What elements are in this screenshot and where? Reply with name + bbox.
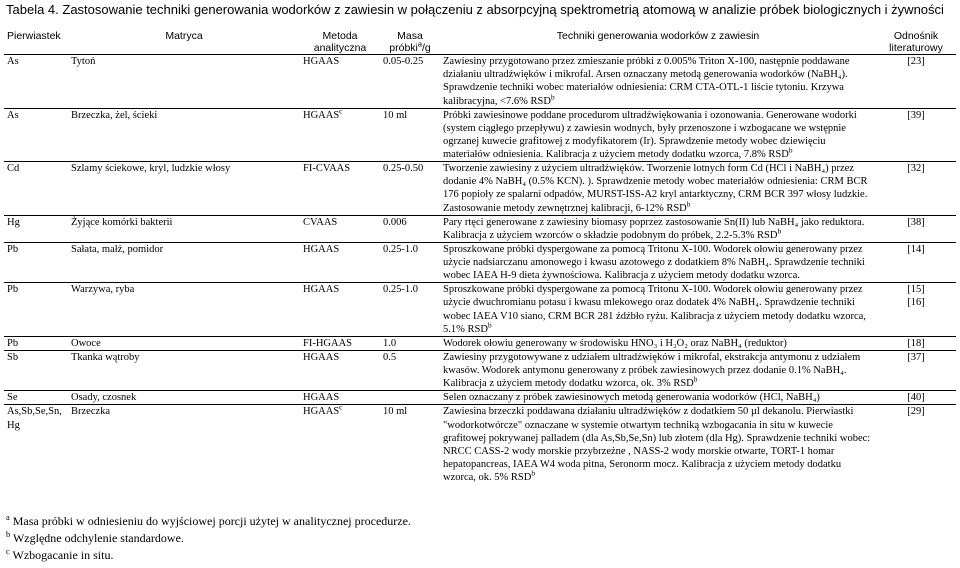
cell-description [440, 336, 876, 350]
cell-method [300, 108, 380, 162]
cell-method-text: CVAAS [303, 216, 338, 228]
cell-description [440, 108, 876, 162]
cell-matrix-text: Brzeczka, żel, ścieki [71, 109, 158, 121]
header-mass-unit: /g [421, 42, 431, 55]
cell-element-text: As [7, 56, 19, 68]
cell-reference [876, 215, 956, 242]
cell-method [300, 405, 380, 484]
cell-matrix [68, 242, 300, 282]
cell-description-text: Sproszkowane próbki dyspergowane za pomocą Tritonu X-100. Wodorek ołowiu generowany przez użycie nadsiarczanu amonowego i kwasu azotowego z dodatkiem 8% NaBH₄. Sprawdzenie techniki wobec IAEA H-9 dieta żywnościowa. Kalibracja z użyciem metody dodatku wzorca. [443, 243, 865, 282]
cell-reference-text: [23] [907, 56, 925, 68]
cell-description [440, 350, 876, 390]
footnote-c: $^c$ Wzbogacanie in situ. [6, 546, 114, 562]
header-method: Metoda analityczna [300, 30, 380, 55]
header-mass-line2: próbki [389, 42, 418, 55]
header-matrix: Matryca [68, 30, 300, 55]
cell-matrix [68, 336, 300, 350]
cell-description [440, 162, 876, 216]
cell-reference [876, 242, 956, 282]
cell-description-footnote-mark: b [693, 374, 698, 384]
cell-method-text: HGAAS [303, 243, 340, 255]
cell-method [300, 336, 380, 350]
cell-reference-text: [15] [16] [907, 284, 925, 309]
table-row [4, 162, 956, 216]
cell-mass-text: 10 ml [383, 109, 408, 121]
table-row [4, 283, 956, 337]
cell-mass-text: 1.0 [383, 337, 397, 349]
cell-reference [876, 108, 956, 162]
cell-reference-text: [29] [907, 406, 925, 418]
cell-element-text: Se [7, 392, 18, 404]
cell-method-text: HGAAS [303, 109, 340, 121]
cell-method [300, 350, 380, 390]
cell-description [440, 242, 876, 282]
cell-method [300, 162, 380, 216]
cell-matrix-text: Żyjące komórki bakterii [71, 216, 173, 228]
header-technique: Techniki generowania wodorków z zawiesin [440, 30, 876, 55]
cell-matrix [68, 283, 300, 337]
cell-element-text: As,Sb,Se,Sn, Hg [7, 406, 62, 431]
cell-mass [380, 215, 440, 242]
cell-method [300, 55, 380, 109]
cell-method-text: HGAAS [303, 284, 340, 296]
header-row [4, 30, 956, 55]
cell-method-text: HGAAS [303, 56, 340, 68]
cell-method [300, 283, 380, 337]
cell-element-text: Sb [7, 351, 19, 363]
cell-description-footnote-mark: b [550, 92, 555, 101]
cell-description [440, 55, 876, 109]
cell-description-text: Wodorek ołowiu generowany w środowisku HNO₃ i H₂O₂ oraz NaBH₄ (reduktor) [443, 337, 787, 349]
cell-method [300, 215, 380, 242]
cell-matrix [68, 350, 300, 390]
cell-description-text: Tworzenie zawiesiny z użyciem ultradźwięków. Tworzenie lotnych form Cd (HCl i NaBH₄) przez dodanie 4% NaBH₄ (0.5% KCN). ). Sprawdzenie metody wobec materiałów odniesienia: CRM BCR 176 popioły ze spalarni odpadów, MURST-ISS-A2 kryl antarktyczny, CRM BCR 397 włosy ludzkie. Zastosowanie metody zewnętrznej kalibracji, 6-12% RSD [443, 163, 868, 214]
cell-reference-text: [14] [907, 243, 925, 255]
cell-element-text: Hg [7, 216, 20, 228]
table-row [4, 350, 956, 390]
cell-mass [380, 242, 440, 282]
cell-element-text: Pb [7, 243, 19, 255]
cell-reference [876, 55, 956, 109]
cell-element [4, 350, 68, 390]
cell-reference [876, 405, 956, 484]
cell-matrix-text: Tytoń [71, 56, 96, 68]
cell-description-footnote-mark: b [487, 320, 492, 330]
cell-description-text: Selen oznaczany z próbek zawiesinowych metodą generowania wodorków (HCl, NaBH₄) [443, 392, 820, 404]
cell-description-footnote-mark: b [777, 226, 782, 236]
header-ref: Odnośnik literaturowy [876, 30, 956, 55]
cell-description-footnote-mark: b [788, 145, 793, 155]
cell-mass-text: 0.05-0.25 [383, 56, 424, 68]
cell-mass [380, 350, 440, 390]
cell-method [300, 242, 380, 282]
cell-description-footnote-mark: b [531, 468, 536, 478]
table-row [4, 391, 956, 405]
cell-reference-text: [32] [907, 163, 925, 175]
cell-description-text: Próbki zawiesinowe poddane procedurom ultradźwiękowania i ozonowania. Generowane wodorki (system ciągłego przepływu) z zawiesin wodnych, były przenoszone i wzbogacane we wstępnie ogrzanej kuwecie grafitowej z modyfikatorem (Ir). Sprawdzenie metody wobec dziewięciu materiałów odniesienia. Kalibracja z użyciem metody dodatku wzorca, 7.8% RSD [443, 109, 857, 160]
cell-mass [380, 283, 440, 337]
header-mass [380, 30, 440, 55]
footnote-a: $^a$ Masa próbki w odniesieniu do wyjściowej porcji użytej w analitycznej procedurze. [6, 513, 411, 528]
cell-reference-text: [18] [907, 337, 925, 349]
cell-description [440, 283, 876, 337]
cell-matrix [68, 108, 300, 162]
cell-method [300, 391, 380, 405]
cell-method-text: HGAAS [303, 406, 340, 418]
cell-element [4, 336, 68, 350]
footnote-b: $^b$ Względne odchylenie standardowe. [6, 529, 184, 545]
cell-element [4, 405, 68, 484]
cell-mass [380, 108, 440, 162]
table-row [4, 55, 956, 109]
cell-description-footnote-mark: b [686, 199, 691, 208]
cell-element [4, 391, 68, 405]
cell-reference-text: [38] [907, 216, 925, 228]
cell-matrix-text: Osady, czosnek [71, 392, 137, 404]
table-row [4, 405, 956, 484]
cell-element-text: Pb [7, 284, 19, 296]
cell-mass-text: 0.25-1.0 [383, 284, 418, 296]
cell-element [4, 215, 68, 242]
cell-method-footnote-mark: c [339, 108, 343, 116]
cell-mass-text: 10 ml [383, 406, 408, 418]
cell-element [4, 162, 68, 216]
cell-method-text: HGAAS [303, 351, 340, 363]
cell-matrix-text: Brzeczka [71, 406, 111, 418]
cell-matrix-text: Owoce [71, 337, 101, 349]
table-row [4, 242, 956, 282]
header-mass-sup: a [417, 39, 422, 49]
cell-mass-text: 0.25-0.50 [383, 163, 424, 175]
cell-reference [876, 336, 956, 350]
cell-reference-text: [37] [907, 351, 925, 363]
cell-matrix-text: Sałata, małż, pomidor [71, 243, 164, 255]
cell-mass-text: 0.25-1.0 [383, 243, 418, 255]
header-element: Pierwiastek [4, 30, 68, 55]
cell-matrix-text: Szlamy ściekowe, kryl, ludzkie włosy [71, 163, 231, 175]
cell-matrix [68, 55, 300, 109]
cell-element-text: Pb [7, 337, 19, 349]
cell-mass [380, 336, 440, 350]
cell-reference-text: [40] [907, 392, 925, 404]
cell-description [440, 391, 876, 405]
cell-element [4, 55, 68, 109]
table-row [4, 336, 956, 350]
cell-matrix-text: Warzywa, ryba [71, 284, 135, 296]
cell-matrix-text: Tkanka wątroby [71, 351, 140, 363]
cell-matrix [68, 391, 300, 405]
cell-mass [380, 55, 440, 109]
table-title: Tabela 4. Zastosowanie techniki generowania wodorków z zawiesin w połączeniu z absorpcyjną spektrometrią atomową w analizie próbek biologicznych i żywności [6, 2, 944, 17]
cell-mass-text: 0.5 [383, 351, 397, 363]
cell-method-footnote-mark: c [339, 404, 343, 412]
cell-reference [876, 162, 956, 216]
cell-mass [380, 162, 440, 216]
cell-mass [380, 391, 440, 405]
cell-description-text: Sproszkowane próbki dyspergowane za pomocą Tritonu X-100. Wodorek ołowiu generowany przez użycie dwuchromianu potasu i kwasu mlekowego oraz dodatek 4% NaBH₄. Sprawdzenie techniki wobec IAEA V10 siano, CRM BCR 281 źdźbło ryżu. Kalibracja z użyciem metody dodatku wzorca, 5.1% RSD [443, 284, 866, 335]
cell-method-text: HGAAS [303, 392, 340, 404]
cell-method-text: FI-HGAAS [303, 337, 353, 349]
cell-reference [876, 283, 956, 337]
cell-method-text: FI-CVAAS [303, 163, 351, 175]
table-row [4, 215, 956, 242]
cell-matrix [68, 162, 300, 216]
cell-description [440, 215, 876, 242]
hydride-generation-table [4, 30, 956, 484]
table-row [4, 108, 956, 162]
cell-reference [876, 350, 956, 390]
cell-mass-text: 0.006 [383, 216, 407, 228]
cell-reference-text: [39] [907, 109, 925, 121]
cell-mass [380, 405, 440, 484]
cell-element [4, 108, 68, 162]
header-mass-line1: Masa [397, 30, 423, 42]
cell-element [4, 242, 68, 282]
cell-description [440, 405, 876, 484]
cell-matrix [68, 405, 300, 484]
cell-description-text: Zawiesina brzeczki poddawana działaniu ultradźwięków z dodatkiem 50 µl dekanolu. Pierwiastki "wodorkotwórcze" oznaczane w systemie otwartym techniką wzbogacania in situ w kuwecie grafitowej pokrywanej palladem (dla As,Sb,Se,Sn) lub złotem (dla Hg). Sprawdzenie techniki wobec: NRCC CASS-2 wody morskie przybrzeżne , NASS-2 wody morskie otwarte, TORT-1 homar hepatopancreas, IAEA W4 woda pitna, Seronorm mocz. Kalibracja z użyciem metody dodatku wzorca, ok. 5% RSD [443, 406, 871, 483]
table-body [4, 55, 956, 485]
cell-description-text: Pary rtęci generowane z zawiesiny biomasy poprzez zastosowanie Sn(II) lub NaBH₄ jako reduktora. Kalibracja z użyciem wzorców o składzie podobnym do próbek, 2.2-5.3% RSD [443, 216, 865, 241]
cell-matrix [68, 215, 300, 242]
cell-element-text: As [7, 109, 19, 121]
cell-element-text: Cd [7, 163, 20, 175]
cell-reference [876, 391, 956, 405]
cell-element [4, 283, 68, 337]
footnotes [6, 513, 906, 563]
cell-description-text: Zawiesiny przygotowywane z udziałem ultradźwięków i mikrofal, ekstrakcja antymonu z udziałem kwasów. Wodorek antymonu generowany z próbek zawiesinowych przez dodanie 0.1% NaBH₄. Kalibracja z użyciem metody dodatku wzorca, ok. 3% RSD [443, 351, 861, 390]
cell-description-text: Zawiesiny przygotowano przez zmieszanie próbki z 0.005% Triton X-100, następnie poddawane działaniu ultradźwięków i mikrofal. Arsen oznaczany metodą generowania wodorków (NaBH₄). Sprawdzenie techniki wobec materiałów odniesienia: CRM CTA-OTL-1 liście tytoniu. Krzywa kalibracyjna, <7.6% RSD [443, 56, 850, 107]
